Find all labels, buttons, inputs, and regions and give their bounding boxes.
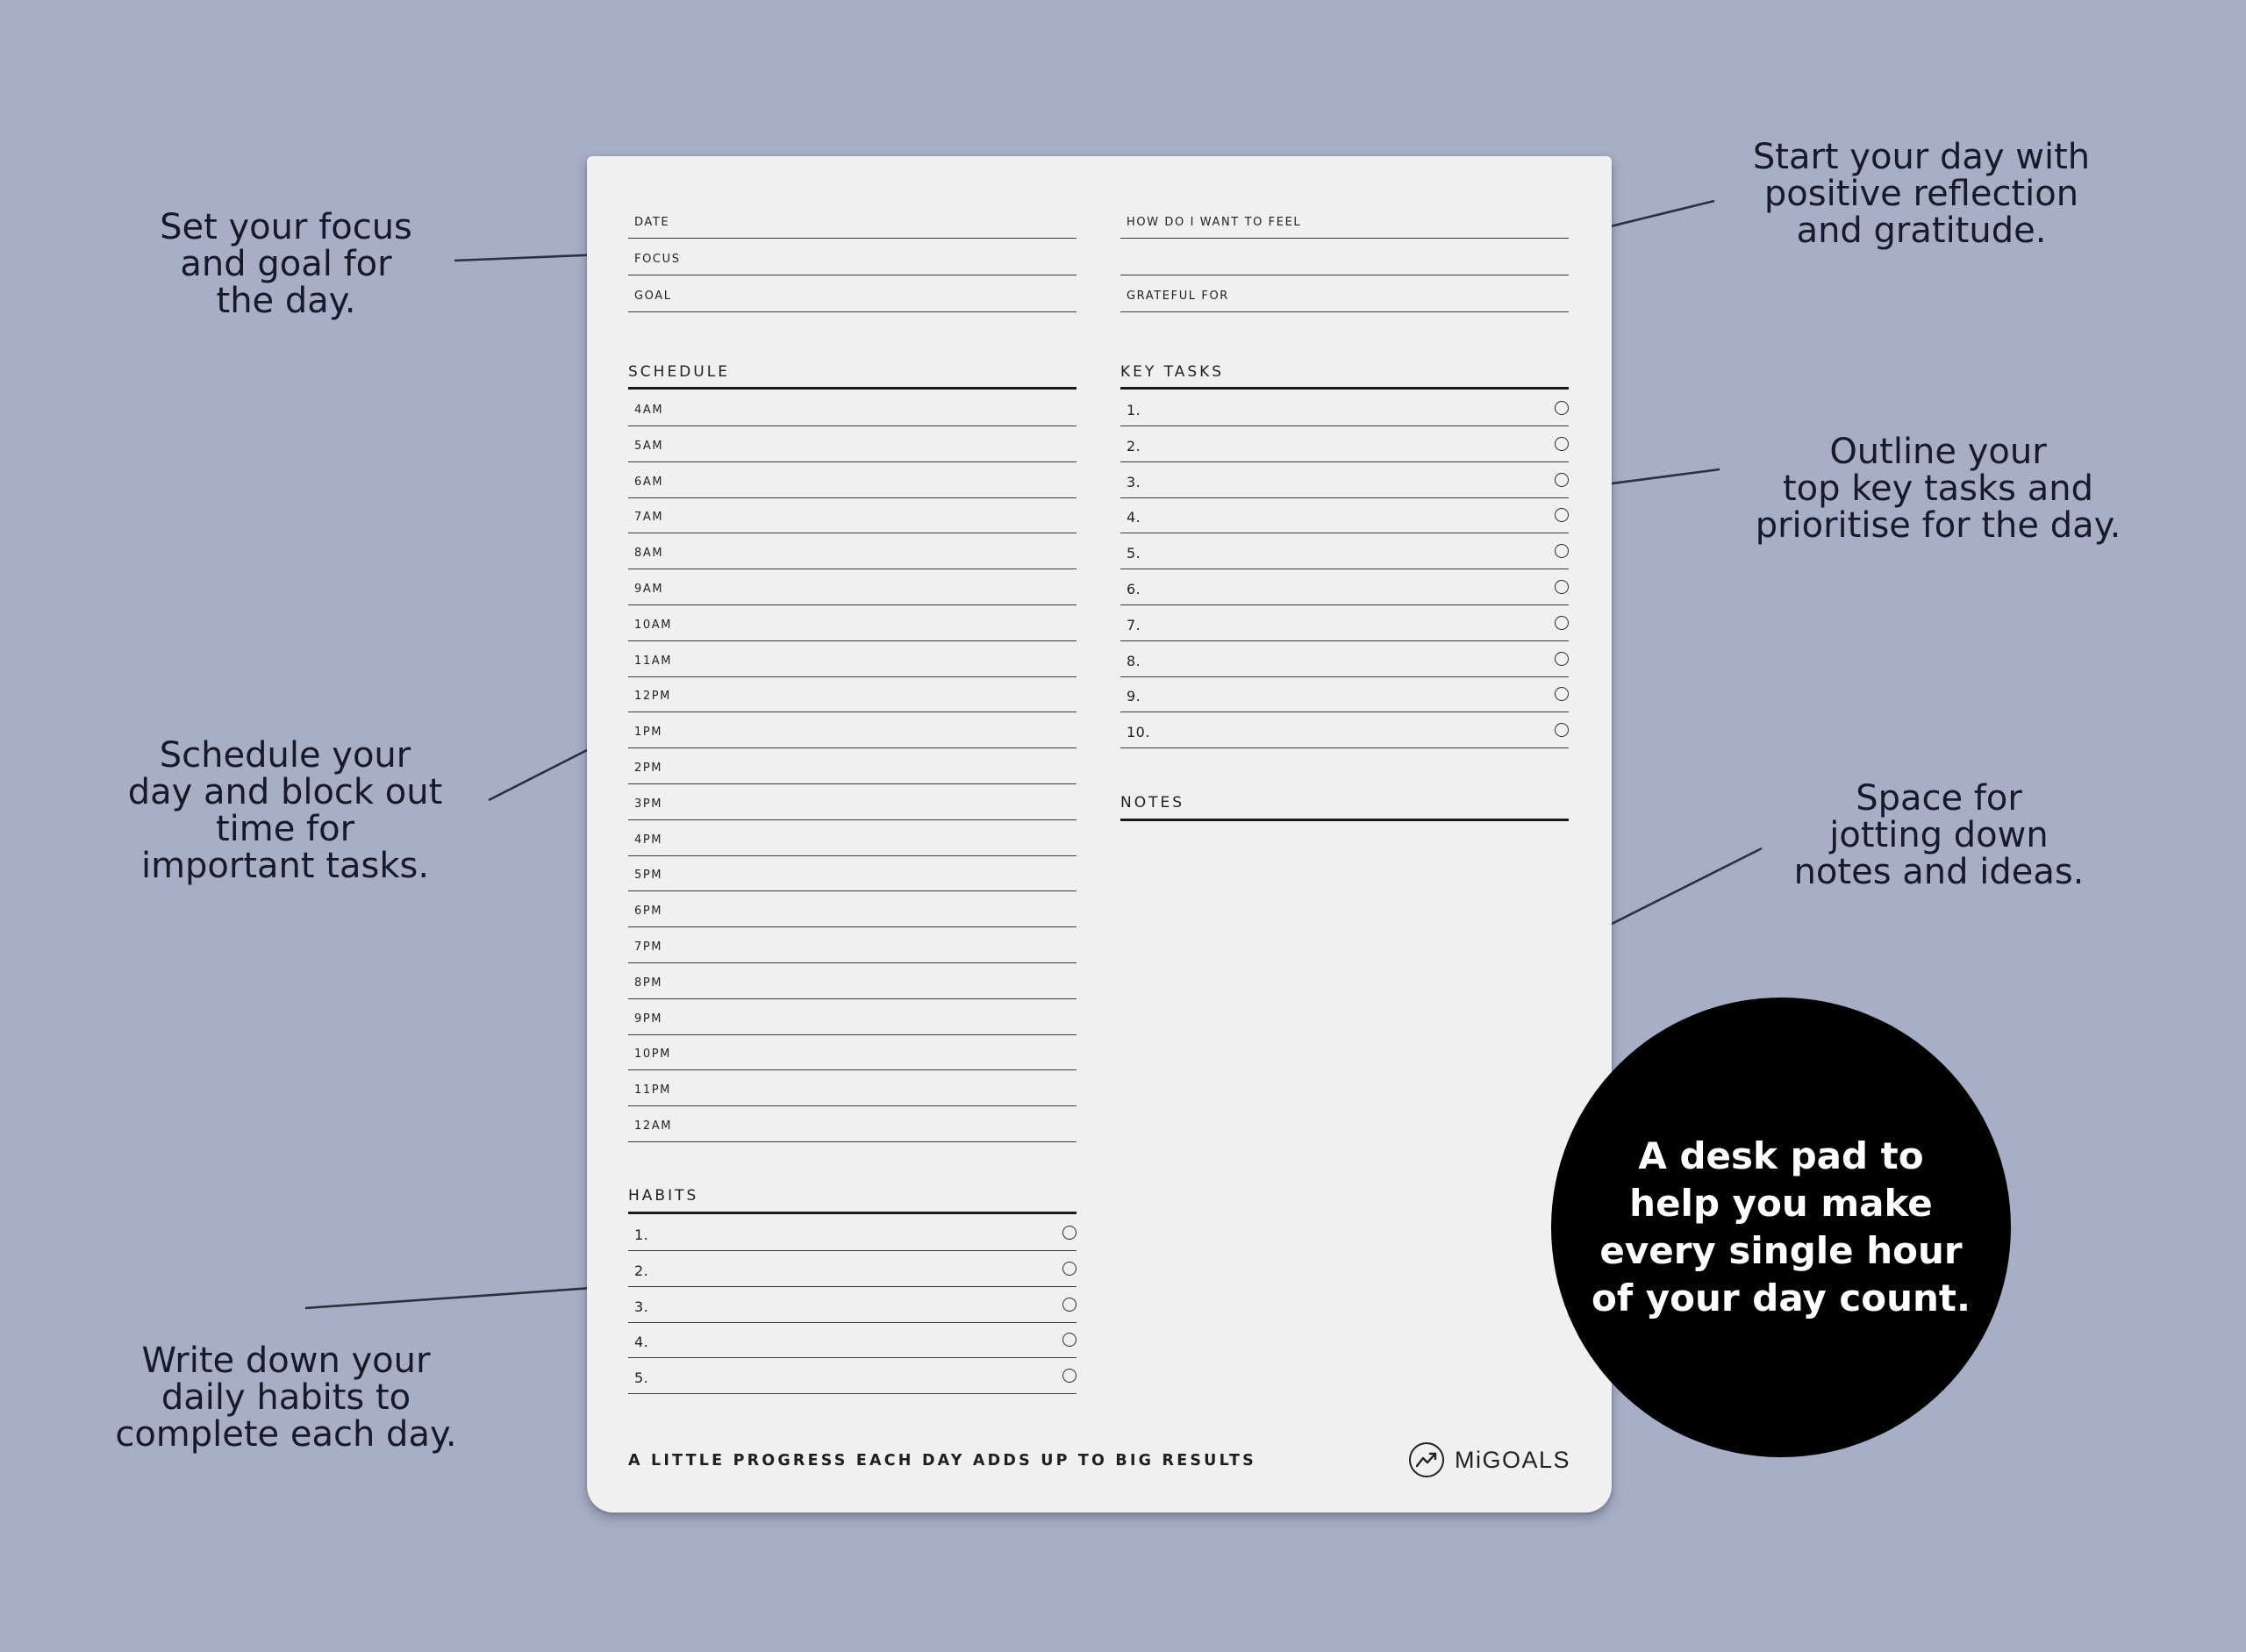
- schedule-row-label: 5PM: [634, 869, 663, 883]
- callout-line: daily habits to: [161, 1377, 411, 1418]
- schedule-row-label: 4AM: [634, 404, 664, 417]
- callout-line: notes and ideas.: [1793, 852, 2085, 892]
- key-task-row[interactable]: [1120, 713, 1569, 748]
- schedule-row-label: 9AM: [634, 583, 664, 596]
- desk-pad: [587, 156, 1612, 1513]
- key-task-row-label: 1.: [1127, 402, 1141, 418]
- checkbox-circle-icon[interactable]: [1555, 473, 1569, 487]
- habit-row-label: 3.: [634, 1298, 649, 1315]
- tagline-line: every single hour: [1599, 1229, 1963, 1272]
- key-task-row[interactable]: [1120, 570, 1569, 605]
- checkbox-circle-icon[interactable]: [1555, 437, 1569, 451]
- schedule-row-label: 4PM: [634, 833, 663, 847]
- schedule-row-label: 6AM: [634, 475, 664, 489]
- trend-up-icon: [1409, 1442, 1444, 1477]
- habit-row[interactable]: [628, 1252, 1077, 1287]
- schedule-row[interactable]: [628, 964, 1077, 999]
- checkbox-circle-icon[interactable]: [1062, 1333, 1077, 1347]
- field-row[interactable]: [1120, 204, 1569, 239]
- callout-line: Schedule your: [159, 735, 411, 776]
- key-task-row-label: 9.: [1127, 688, 1141, 705]
- tagline-line: of your day count.: [1592, 1277, 1971, 1319]
- habit-row[interactable]: [628, 1216, 1077, 1251]
- habit-row-label: 5.: [634, 1370, 649, 1387]
- key-task-row[interactable]: [1120, 391, 1569, 426]
- schedule-row[interactable]: [628, 606, 1077, 641]
- key-tasks-heading-rule: [1120, 387, 1569, 390]
- schedule-row[interactable]: [628, 1000, 1077, 1035]
- callout-line: day and block out: [127, 772, 443, 812]
- field-row-label: GOAL: [634, 290, 672, 303]
- key-task-row[interactable]: [1120, 463, 1569, 498]
- checkbox-circle-icon[interactable]: [1062, 1226, 1077, 1240]
- callout-line: and goal for: [180, 244, 392, 284]
- habit-row-label: 2.: [634, 1262, 649, 1279]
- key-task-row-label: 10.: [1127, 724, 1150, 741]
- key-task-row-label: 6.: [1127, 581, 1141, 597]
- field-row[interactable]: [1120, 240, 1569, 275]
- notes-heading-rule: [1120, 819, 1569, 821]
- callout-line: positive reflection: [1763, 174, 2079, 214]
- schedule-row[interactable]: [628, 463, 1077, 498]
- schedule-row[interactable]: [628, 677, 1077, 712]
- key-task-row[interactable]: [1120, 642, 1569, 677]
- habit-row[interactable]: [628, 1359, 1077, 1394]
- schedule-row-label: 9PM: [634, 1012, 663, 1026]
- checkbox-circle-icon[interactable]: [1555, 616, 1569, 630]
- schedule-row[interactable]: [628, 391, 1077, 426]
- field-row[interactable]: [628, 277, 1077, 312]
- field-row[interactable]: [628, 240, 1077, 275]
- schedule-row[interactable]: [628, 749, 1077, 784]
- field-row-label: GRATEFUL FOR: [1127, 290, 1229, 303]
- key-task-row[interactable]: [1120, 534, 1569, 569]
- tagline-line: A desk pad to: [1638, 1134, 1924, 1177]
- habit-row[interactable]: [628, 1323, 1077, 1358]
- key-task-row-label: 2.: [1127, 437, 1141, 454]
- checkbox-circle-icon[interactable]: [1555, 687, 1569, 701]
- schedule-row[interactable]: [628, 785, 1077, 820]
- schedule-row-label: 11PM: [634, 1083, 671, 1098]
- habit-row-label: 4.: [634, 1334, 649, 1351]
- schedule-row[interactable]: [628, 928, 1077, 963]
- callout-line: prioritise for the day.: [1755, 505, 2121, 546]
- callout-line: time for: [215, 809, 355, 849]
- habit-row[interactable]: [628, 1288, 1077, 1323]
- schedule-row[interactable]: [628, 1071, 1077, 1106]
- brand-name: MiGOALS: [1454, 1446, 1570, 1473]
- checkbox-circle-icon[interactable]: [1555, 401, 1569, 415]
- habit-row-label: 1.: [634, 1226, 649, 1243]
- schedule-row-label: 5AM: [634, 439, 664, 453]
- key-task-row[interactable]: [1120, 498, 1569, 533]
- key-task-row-label: 3.: [1127, 473, 1141, 490]
- callout-line: jotting down: [1829, 815, 2049, 855]
- key-task-row-label: 8.: [1127, 652, 1141, 669]
- checkbox-circle-icon[interactable]: [1555, 544, 1569, 558]
- schedule-heading: SCHEDULE: [628, 363, 730, 381]
- callout-line: Space for: [1856, 778, 2022, 819]
- field-row-label: HOW DO I WANT TO FEEL: [1127, 216, 1302, 229]
- checkbox-circle-icon[interactable]: [1555, 508, 1569, 522]
- key-task-row-label: 4.: [1127, 509, 1141, 526]
- schedule-row-label: 7AM: [634, 511, 664, 525]
- schedule-row-label: 8PM: [634, 976, 663, 990]
- callout-line: Write down your: [141, 1341, 431, 1381]
- schedule-row-label: 12AM: [634, 1119, 673, 1133]
- schedule-row[interactable]: [628, 892, 1077, 927]
- key-task-row[interactable]: [1120, 677, 1569, 712]
- callout-line: complete each day.: [115, 1414, 457, 1455]
- schedule-row[interactable]: [628, 821, 1077, 856]
- callout-line: Set your focus: [160, 207, 412, 247]
- schedule-row[interactable]: [628, 498, 1077, 533]
- schedule-row[interactable]: [628, 1107, 1077, 1142]
- checkbox-circle-icon[interactable]: [1062, 1298, 1077, 1312]
- schedule-row[interactable]: [628, 1035, 1077, 1070]
- schedule-row-label: 3PM: [634, 797, 663, 811]
- checkbox-circle-icon[interactable]: [1555, 580, 1569, 594]
- field-row-label: FOCUS: [634, 253, 681, 266]
- schedule-row-label: 10PM: [634, 1048, 671, 1062]
- key-task-row[interactable]: [1120, 427, 1569, 462]
- schedule-row-label: 11AM: [634, 654, 673, 668]
- focus-connector-line: [454, 254, 605, 261]
- callout-line: Start your day with: [1752, 137, 2091, 177]
- schedule-row-label: 2PM: [634, 762, 663, 775]
- key-task-row[interactable]: [1120, 606, 1569, 641]
- checkbox-circle-icon[interactable]: [1062, 1369, 1077, 1383]
- schedule-row-label: 6PM: [634, 905, 663, 919]
- schedule-row-label: 12PM: [634, 690, 671, 704]
- notes-heading: NOTES: [1120, 794, 1185, 812]
- callout-line: the day.: [216, 281, 356, 321]
- footer-motto: A LITTLE PROGRESS EACH DAY ADDS UP TO BIG RESULTS: [628, 1452, 1256, 1470]
- key-tasks-heading: KEY TASKS: [1120, 363, 1225, 381]
- habits-heading: HABITS: [628, 1187, 699, 1205]
- schedule-row[interactable]: [628, 534, 1077, 569]
- callout-line: Outline your: [1829, 432, 2047, 472]
- schedule-row[interactable]: [628, 642, 1077, 677]
- field-row-label: DATE: [634, 216, 670, 229]
- schedule-row[interactable]: [628, 713, 1077, 748]
- schedule-row-label: 10AM: [634, 618, 673, 632]
- schedule-row[interactable]: [628, 856, 1077, 891]
- field-row[interactable]: [1120, 277, 1569, 312]
- schedule-row[interactable]: [628, 570, 1077, 605]
- schedule-row[interactable]: [628, 427, 1077, 462]
- checkbox-circle-icon[interactable]: [1555, 652, 1569, 666]
- schedule-heading-rule: [628, 387, 1077, 390]
- schedule-row-label: 7PM: [634, 940, 663, 954]
- key-task-row-label: 5.: [1127, 545, 1141, 562]
- brand: [1409, 1441, 1570, 1479]
- callout-line: and gratitude.: [1796, 211, 2047, 251]
- key-task-row-label: 7.: [1127, 616, 1141, 633]
- checkbox-circle-icon[interactable]: [1062, 1262, 1077, 1276]
- schedule-row-label: 8AM: [634, 547, 664, 561]
- schedule-row-label: 1PM: [634, 726, 663, 740]
- callout-line: top key tasks and: [1782, 468, 2093, 509]
- habits-heading-rule: [628, 1212, 1077, 1214]
- tagline-line: help you make: [1629, 1182, 1933, 1225]
- callout-line: important tasks.: [140, 846, 430, 886]
- tagline-circle: [1551, 998, 2011, 1457]
- field-row[interactable]: [628, 204, 1077, 239]
- checkbox-circle-icon[interactable]: [1555, 723, 1569, 737]
